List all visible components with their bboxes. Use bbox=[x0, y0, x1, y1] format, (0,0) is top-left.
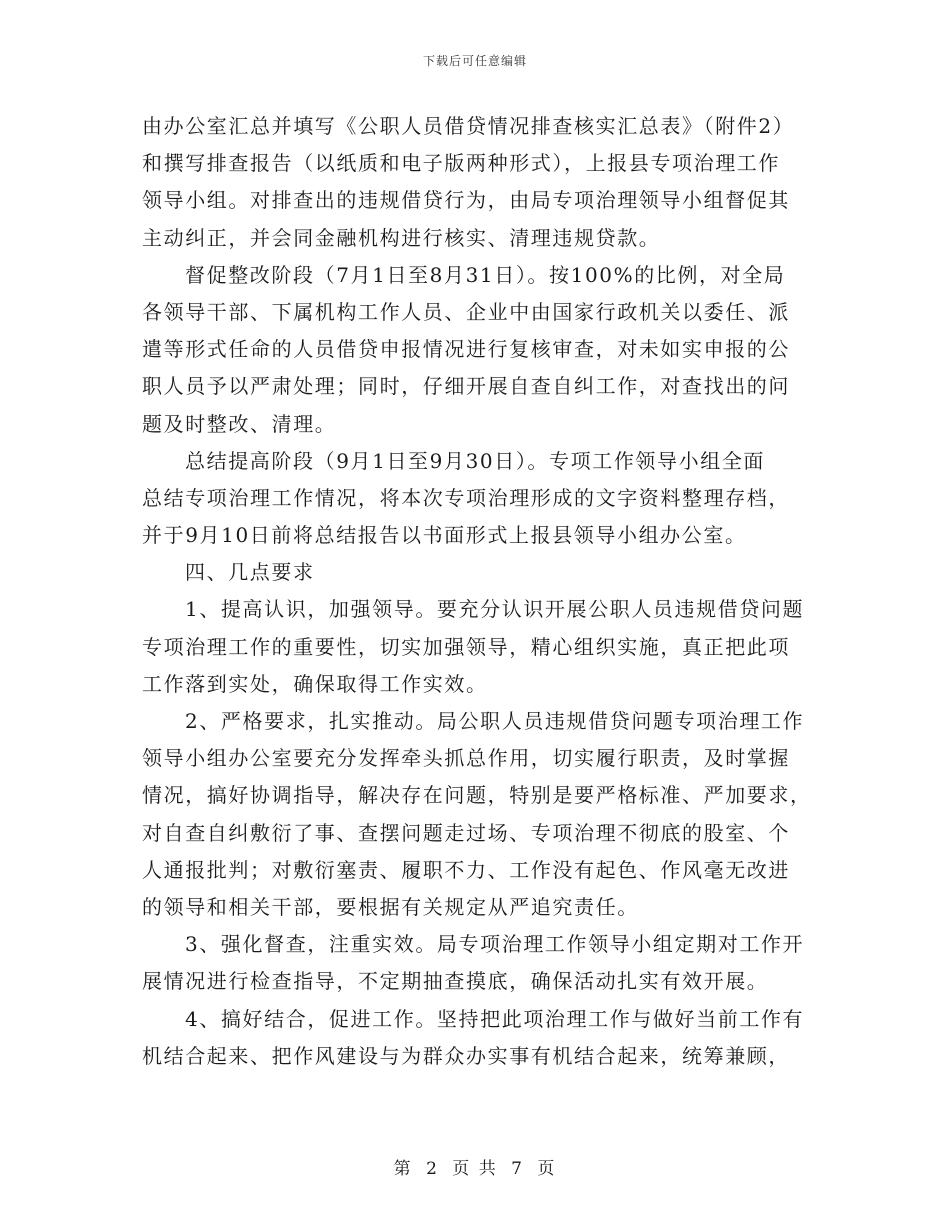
page-header: 下载后可任意编辑 bbox=[422, 54, 527, 68]
body-line: 专项治理工作的重要性，切实加强领导，精心组织实施，真正把此项 bbox=[142, 634, 790, 659]
body-line: 总结提高阶段（9月1日至9月30日）。专项工作领导小组全面 bbox=[185, 448, 766, 473]
body-line: 情况，搞好协调指导，解决存在问题，特别是要严格标准、严加要求， bbox=[142, 783, 812, 808]
body-line: 3、强化督查，注重实效。局专项治理工作领导小组定期对工作开 bbox=[185, 932, 805, 957]
document-body bbox=[142, 108, 814, 1075]
body-line: 督促整改阶段（7月1日至8月31日）。按100%的比例，对全局 bbox=[185, 262, 786, 287]
body-line: 并于9月10日前将总结报告以书面形式上报县领导小组办公室。 bbox=[142, 523, 747, 548]
footer-prefix: 第 bbox=[393, 1159, 413, 1179]
body-line: 人通报批判；对敷衍塞责、履职不力、工作没有起色、作风毫无改进 bbox=[142, 857, 790, 882]
body-line: 对自查自纠敷衍了事、查摆问题走过场、专项治理不彻底的股室、个 bbox=[142, 820, 790, 845]
body-line: 机结合起来、把作风建设与为群众办实事有机结合起来，统筹兼顾， bbox=[142, 1043, 790, 1068]
body-line: 和撰写排查报告（以纸质和电子版两种形式），上报县专项治理工作 bbox=[142, 151, 780, 176]
body-line: 的领导和相关干部，要根据有关规定从严追究责任。 bbox=[142, 894, 639, 919]
page-footer bbox=[0, 1154, 950, 1179]
footer-middle: 页 共 bbox=[452, 1159, 498, 1179]
body-line: 领导小组。对排查出的违规借贷行为，由局专项治理领导小组督促其 bbox=[142, 188, 790, 213]
body-line: 遣等形式任命的人员借贷申报情况进行复核审查，对未如实申报的公 bbox=[142, 337, 790, 362]
footer-suffix: 页 bbox=[537, 1159, 557, 1179]
body-line: 工作落到实处，确保取得工作实效。 bbox=[142, 671, 488, 696]
page-number: 2 bbox=[426, 1159, 439, 1179]
section-heading: 四、几点要求 bbox=[185, 560, 315, 585]
body-line: 主动纠正，并会同金融机构进行核实、清理违规贷款。 bbox=[142, 225, 661, 250]
body-line: 领导小组办公室要充分发挥牵头抓总作用，切实履行职责，及时掌握 bbox=[142, 746, 790, 771]
body-line: 4、搞好结合，促进工作。坚持把此项治理工作与做好当前工作有 bbox=[185, 1006, 805, 1031]
body-line: 题及时整改、清理。 bbox=[142, 411, 337, 436]
body-line: 由办公室汇总并填写《公职人员借贷情况排查核实汇总表》（附件2） bbox=[142, 114, 795, 138]
body-line: 职人员予以严肃处理；同时，仔细开展自查自纠工作，对查找出的问 bbox=[142, 374, 790, 399]
body-line: 各领导干部、下属机构工作人员、企业中由国家行政机关以委任、派 bbox=[142, 299, 790, 324]
total-pages: 7 bbox=[511, 1159, 524, 1179]
body-line: 1、提高认识，加强领导。要充分认识开展公职人员违规借贷问题 bbox=[185, 597, 805, 622]
body-line: 展情况进行检查指导，不定期抽查摸底，确保活动扎实有效开展。 bbox=[142, 969, 769, 994]
body-line: 2、严格要求，扎实推动。局公职人员违规借贷问题专项治理工作 bbox=[185, 709, 805, 733]
body-line: 总结专项治理工作情况，将本次专项治理形成的文字资料整理存档， bbox=[142, 485, 790, 510]
